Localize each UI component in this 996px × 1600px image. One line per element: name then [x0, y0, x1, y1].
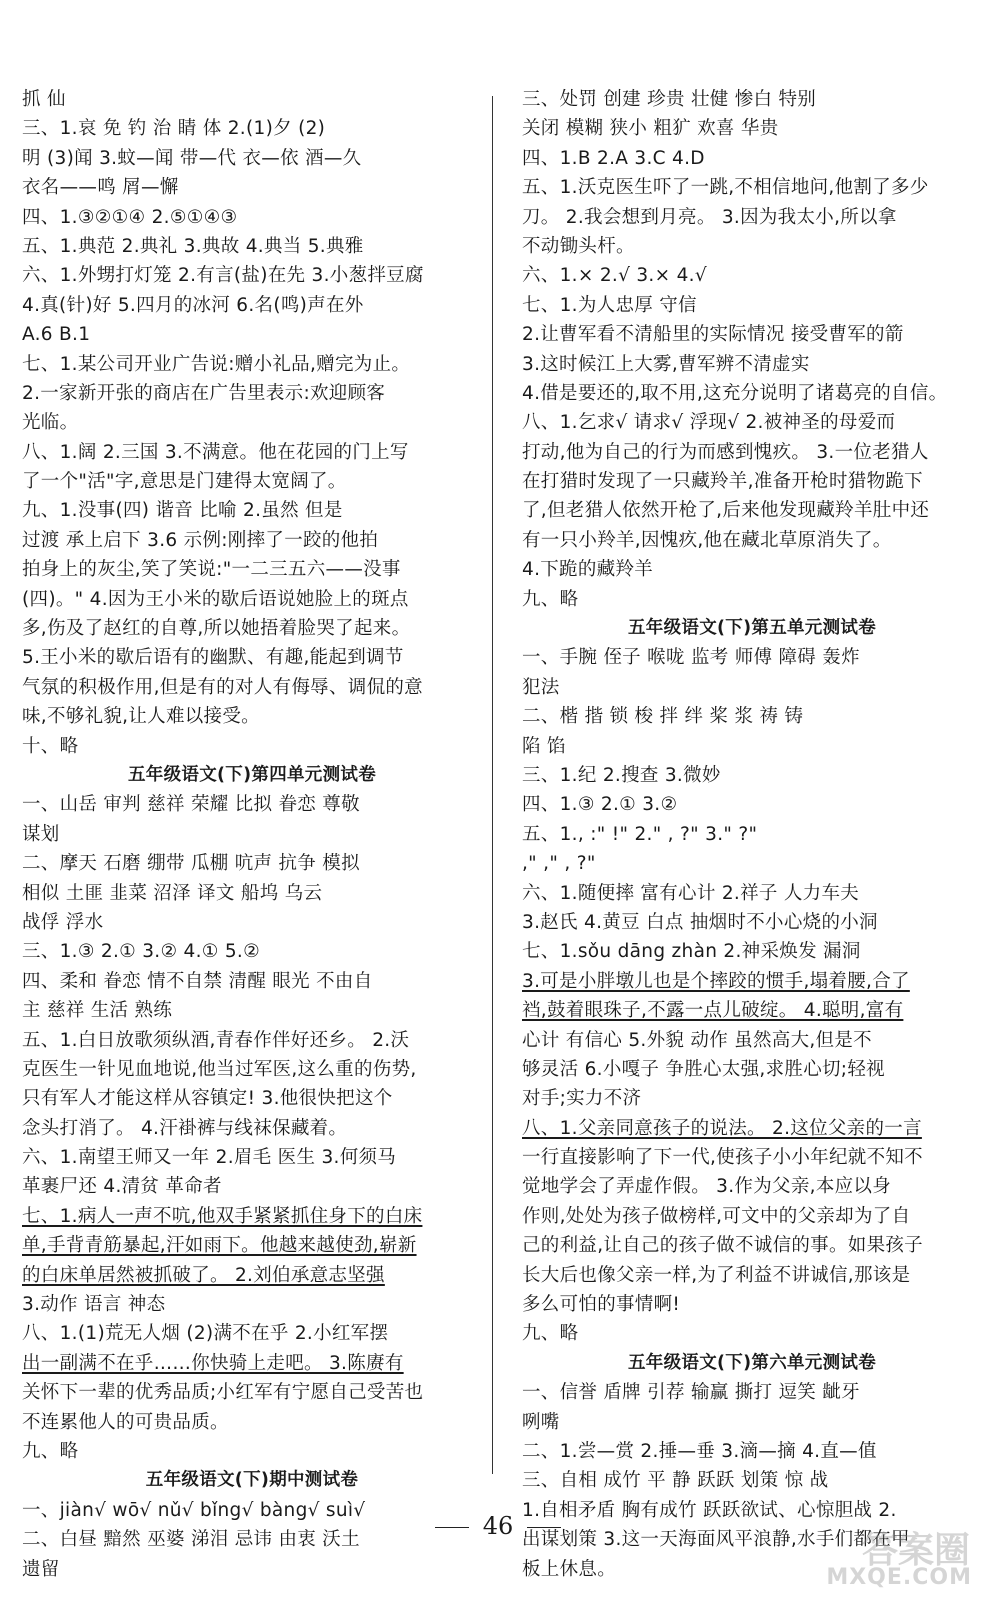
- line-text: 三、1.③ 2.① 3.② 4.① 5.②: [22, 941, 261, 963]
- line-text: 长大后也像父亲一样,为了利益不讲诚信,那该是: [522, 1264, 911, 1286]
- line-text: 3.动作 语言 神态: [22, 1294, 166, 1316]
- line-text: 七、1.病人一声不吭,他双手紧紧抓住身下的白床: [22, 1205, 423, 1227]
- line-text: 八、1.父亲同意孩子的说法。 2.这位父亲的一言: [522, 1117, 922, 1139]
- line-text: 打动,他为自己的行为而感到愧疚。 3.一位老猎人: [522, 441, 929, 463]
- answer-line: [522, 85, 982, 114]
- footer-dash-left: [435, 1527, 469, 1528]
- line-text: 五年级语文(下)第六单元测试卷: [628, 1352, 876, 1373]
- line-text: 刀。 2.我会想到月亮。 3.因为我太小,所以拿: [522, 206, 897, 228]
- answer-line: [22, 996, 482, 1025]
- answer-line: [22, 114, 482, 143]
- answer-line: [522, 1172, 982, 1201]
- answer-line: [522, 1408, 982, 1437]
- line-text: 单,手背青筋暴起,汗如雨下。他越来越使劲,崭新: [22, 1235, 417, 1257]
- answer-line: [522, 1231, 982, 1260]
- answer-line: [522, 1319, 982, 1348]
- line-text: 八、1.(1)荒无人烟 (2)满不在乎 2.小红军摆: [22, 1323, 389, 1345]
- line-text: 战俘 浮水: [22, 911, 104, 933]
- line-text: 八、1.阔 2.三国 3.不满意。他在花园的门上写: [22, 441, 409, 463]
- line-text: 五年级语文(下)第五单元测试卷: [628, 618, 876, 639]
- answer-line: [22, 1408, 482, 1437]
- answer-line: [22, 732, 482, 761]
- line-text: 关闭 模糊 狭小 粗犷 欢喜 华贵: [522, 118, 779, 140]
- section-heading: [522, 1349, 982, 1378]
- line-text: 四、1.③ 2.① 3.②: [522, 794, 678, 816]
- answer-line: [522, 673, 982, 702]
- line-text: 五年级语文(下)期中测试卷: [145, 1470, 359, 1491]
- answer-line: [22, 1261, 482, 1290]
- answer-line: [22, 496, 482, 525]
- section-heading: [22, 1466, 482, 1495]
- answer-line: [22, 467, 482, 496]
- answer-line: [22, 203, 482, 232]
- line-text: 心计 有信心 5.外貌 动作 虽然高大,但是不: [522, 1029, 872, 1051]
- line-text: 七、1.某公司开业广告说:赠小礼品,赠完为止。: [22, 353, 411, 375]
- line-text: 犯法: [522, 676, 560, 698]
- line-text: 在打猎时发现了一只藏羚羊,准备开枪时猎物跪下: [522, 471, 923, 493]
- line-text: 5.王小米的歇后语有的幽默、有趣,能起到调节: [22, 647, 404, 669]
- answer-line: [522, 408, 982, 437]
- line-text: 光临。: [22, 412, 79, 434]
- answer-line: [522, 761, 982, 790]
- answer-line: [522, 173, 982, 202]
- line-text: 不动锄头杆。: [522, 235, 635, 257]
- line-text: 己的利益,让自己的孩子做不诚信的事。如果孩子: [522, 1235, 923, 1257]
- answer-line: [522, 937, 982, 966]
- line-text: 出一副满不在乎……你快骑上走吧。 3.陈赓有: [22, 1352, 404, 1374]
- line-text: 三、1.纪 2.搜查 3.微妙: [522, 764, 721, 786]
- line-text: 觉地学会了弄虚作假。 3.作为父亲,本应以身: [522, 1176, 892, 1198]
- answer-line: [522, 820, 982, 849]
- line-text: 衣名——鸣 屑—懈: [22, 177, 179, 199]
- line-text: 拍身上的灰尘,笑了笑说:"一二三五六——没事: [22, 559, 401, 581]
- line-text: 主 慈祥 生活 熟练: [22, 1000, 173, 1022]
- answer-line: [522, 1378, 982, 1407]
- line-text: 3.可是小胖墩儿也是个摔跤的惯手,塌着腰,合了: [522, 970, 910, 992]
- answer-line: [522, 467, 982, 496]
- answer-line: [522, 879, 982, 908]
- line-text: 1.自相矛盾 胸有成竹 跃跃欲试、心惊胆战 2.: [522, 1499, 897, 1521]
- line-text: 遗留: [22, 1558, 60, 1580]
- line-text: 六、1.南望王师又一年 2.眉毛 医生 3.何须马: [22, 1147, 397, 1169]
- answer-line: [22, 702, 482, 731]
- watermark-logo: [818, 1522, 978, 1590]
- answer-line: [22, 232, 482, 261]
- line-text: 4.借是要还的,取不用,这充分说明了诸葛亮的自信。: [522, 382, 948, 404]
- answer-line: [522, 203, 982, 232]
- line-text: 相似 土匪 韭菜 沼泽 译文 船坞 乌云: [22, 882, 323, 904]
- line-text: 五、1., :" !" 2." , ?" 3." ?": [522, 823, 758, 845]
- line-text: 九、1.没事(四) 谐音 比喻 2.虽然 但是: [22, 500, 343, 522]
- answer-line: [522, 1202, 982, 1231]
- answer-line: [22, 585, 482, 614]
- line-text: 裆,鼓着眼珠子,不露一点儿破绽。 4.聪明,富有: [522, 1000, 904, 1022]
- line-text: 出谋划策 3.这一天海面风平浪静,水手们都在甲: [522, 1529, 910, 1551]
- answer-line: [22, 1290, 482, 1319]
- line-text: 五、1.白日放歌须纵酒,青春作伴好还乡。 2.沃: [22, 1029, 410, 1051]
- answer-line: [522, 1143, 982, 1172]
- right-column: [522, 85, 982, 1584]
- answer-line: [22, 350, 482, 379]
- line-text: 七、1.为人忠厚 守信: [522, 294, 697, 316]
- answer-line: [522, 1290, 982, 1319]
- answer-line: [522, 702, 982, 731]
- line-text: 3.这时候江上大雾,曹军辨不清虚实: [522, 353, 810, 375]
- line-text: 够灵活 6.小嘎子 争胜心太强,求胜心切;轻视: [522, 1058, 885, 1080]
- answer-line: [22, 790, 482, 819]
- line-text: 只有军人才能这样从容镇定! 3.他很快把这个: [22, 1088, 393, 1110]
- line-text: 多,伤及了赵红的自尊,所以她捂着脸哭了起来。: [22, 618, 411, 640]
- answer-line: [522, 1026, 982, 1055]
- answer-line: [522, 1114, 982, 1143]
- line-text: 五、1.沃克医生吓了一跳,不相信地问,他割了多少: [522, 177, 929, 199]
- line-text: 关怀下一辈的优秀品质;小红军有宁愿自己受苦也: [22, 1382, 424, 1404]
- line-text: 过渡 承上启下 3.6 示例:刚摔了一跤的他拍: [22, 529, 379, 551]
- answer-line: [522, 849, 982, 878]
- answer-line: [522, 643, 982, 672]
- answer-line: [22, 967, 482, 996]
- line-text: 气氛的积极作用,但是有的对人有侮辱、调侃的意: [22, 676, 423, 698]
- line-text: 二、楷 揩 锁 梭 拌 绊 桨 浆 祷 铸: [522, 706, 804, 728]
- answer-line: [522, 232, 982, 261]
- line-text: 三、1.哀 免 钓 治 睛 体 2.(1)夕 (2): [22, 118, 326, 140]
- answer-line: [22, 144, 482, 173]
- line-text: 十、略: [22, 735, 79, 757]
- answer-line: [22, 1231, 482, 1260]
- line-text: 二、1.尝—赏 2.捶—垂 3.滴—摘 4.直—值: [522, 1440, 877, 1462]
- answer-line: [22, 379, 482, 408]
- line-text: A.6 B.1: [22, 324, 91, 346]
- line-text: 3.赵氏 4.黄豆 白点 抽烟时不小心烧的小洞: [522, 911, 878, 933]
- line-text: 4.真(针)好 5.四月的冰河 6.名(鸣)声在外: [22, 294, 364, 316]
- answer-line: [22, 1143, 482, 1172]
- answer-line: [522, 1055, 982, 1084]
- line-text: 念头打消了。 4.汗褂裤与线袜保藏着。: [22, 1117, 348, 1139]
- line-text: 二、摩天 石磨 绷带 瓜棚 吭声 抗争 模拟: [22, 853, 360, 875]
- left-column: [22, 85, 482, 1584]
- line-text: 作则,处处为孩子做榜样,可文中的父亲却为了自: [522, 1205, 911, 1227]
- answer-line: [522, 996, 982, 1025]
- watermark-text-url: MXQE.COM: [826, 1565, 972, 1590]
- answer-line: [22, 261, 482, 290]
- answer-line: [522, 379, 982, 408]
- answer-line: [22, 173, 482, 202]
- answer-line: [22, 673, 482, 702]
- answer-line: [522, 144, 982, 173]
- answer-line: [522, 1437, 982, 1466]
- line-text: 咧嘴: [522, 1411, 560, 1433]
- answer-line: [22, 1114, 482, 1143]
- line-text: 一、jiàn√ wō√ nǔ√ bǐng√ bàng√ suì√: [22, 1499, 366, 1521]
- line-text: 板上休息。: [522, 1558, 617, 1580]
- line-text: 一、山岳 审判 慈祥 荣耀 比拟 眷恋 尊敬: [22, 794, 360, 816]
- line-text: 抓 仙: [22, 89, 66, 110]
- line-text: 的白床单居然被抓破了。 2.刘伯承意志坚强: [22, 1264, 385, 1286]
- section-heading: [22, 761, 482, 790]
- line-text: 六、1.随便摔 富有心计 2.祥子 人力车夫: [522, 882, 860, 904]
- column-divider: [492, 96, 493, 1474]
- line-text: 4.下跪的藏羚羊: [522, 559, 654, 581]
- line-text: 四、1.③②①④ 2.⑤①④③: [22, 206, 238, 228]
- line-text: 二、白昼 黯然 巫婆 涕泪 忌讳 由衷 沃土: [22, 1529, 360, 1551]
- answer-line: [22, 291, 482, 320]
- line-text: 七、1.sǒu dāng zhàn 2.神采焕发 漏洞: [522, 941, 861, 963]
- answer-line: [22, 85, 482, 114]
- answer-line: [22, 849, 482, 878]
- answer-line: [522, 1466, 982, 1495]
- line-text: 三、自相 成竹 平 静 跃跃 划策 惊 战: [522, 1470, 829, 1492]
- answer-line: [522, 526, 982, 555]
- line-text: ," ," , ?": [522, 853, 596, 875]
- line-text: 三、处罚 创建 珍贵 壮健 惨白 特别: [522, 89, 817, 110]
- answer-line: [522, 438, 982, 467]
- line-text: 一、手腕 侄子 喉咙 监考 师傅 障碍 轰炸: [522, 647, 860, 669]
- line-text: 九、略: [522, 588, 579, 610]
- answer-line: [22, 614, 482, 643]
- answer-line: [522, 261, 982, 290]
- answer-line: [522, 967, 982, 996]
- line-text: 一、信誉 盾牌 引荐 输赢 撕打 逗笑 龇牙: [522, 1382, 860, 1404]
- line-text: 不连累他人的可贵品质。: [22, 1411, 229, 1433]
- line-text: 对手;实力不济: [522, 1088, 642, 1110]
- answer-line: [522, 496, 982, 525]
- answer-line: [522, 320, 982, 349]
- answer-line: [22, 1084, 482, 1113]
- line-text: 革裹尸还 4.清贫 革命者: [22, 1176, 222, 1198]
- answer-line: [22, 526, 482, 555]
- answer-line: [22, 320, 482, 349]
- answer-line: [22, 1026, 482, 1055]
- answer-line: [22, 1555, 482, 1584]
- line-text: 谋划: [22, 823, 60, 845]
- line-text: 多么可怕的事情啊!: [522, 1294, 681, 1316]
- line-text: 九、略: [522, 1323, 579, 1345]
- answer-line: [22, 1319, 482, 1348]
- line-text: 五、1.典范 2.典礼 3.典故 4.典当 5.典雅: [22, 235, 364, 257]
- line-text: 明 (3)闻 3.蚊—闻 带—代 衣—依 酒—久: [22, 147, 362, 169]
- answer-line: [522, 790, 982, 819]
- line-text: 六、1.× 2.√ 3.× 4.√: [522, 265, 707, 287]
- line-text: 味,不够礼貌,让人难以接受。: [22, 706, 260, 728]
- answer-line: [522, 291, 982, 320]
- line-text: 2.让曹军看不清船里的实际情况 接受曹军的箭: [522, 324, 904, 346]
- answer-line: [522, 585, 982, 614]
- answer-line: [22, 643, 482, 672]
- answer-line: [22, 1349, 482, 1378]
- answer-line: [22, 408, 482, 437]
- answer-line: [22, 937, 482, 966]
- section-heading: [522, 614, 982, 643]
- answer-line: [22, 820, 482, 849]
- answer-line: [22, 555, 482, 584]
- answer-line: [22, 879, 482, 908]
- line-text: 2.一家新开张的商店在广告里表示:欢迎顾客: [22, 382, 386, 404]
- line-text: 克医生一针见血地说,他当过军医,这么重的伤势,: [22, 1058, 417, 1080]
- answer-line: [22, 1172, 482, 1201]
- line-text: 八、1.乞求√ 请求√ 浮现√ 2.被神圣的母爱而: [522, 412, 896, 434]
- watermark-text-cn: 答案圈: [861, 1530, 970, 1571]
- line-text: 五年级语文(下)第四单元测试卷: [128, 764, 376, 785]
- line-text: (四)。" 4.因为王小米的歇后语说她脸上的斑点: [22, 588, 409, 610]
- answer-line: [22, 438, 482, 467]
- answer-line: [22, 1202, 482, 1231]
- line-text: 陷 馅: [522, 735, 566, 757]
- line-text: 了,但老猎人依然开枪了,后来他发现藏羚羊肚中还: [522, 500, 930, 522]
- line-text: 一行直接影响了下一代,使孩子小小年纪就不知不: [522, 1147, 923, 1169]
- line-text: 有一只小羚羊,因愧疚,他在藏北草原消失了。: [522, 529, 892, 551]
- answer-line: [22, 908, 482, 937]
- line-text: 四、1.B 2.A 3.C 4.D: [522, 147, 705, 169]
- line-text: 四、柔和 眷恋 情不自禁 清醒 眼光 不由自: [22, 970, 373, 992]
- footer-dash-right: [527, 1527, 561, 1528]
- answer-line: [522, 350, 982, 379]
- answer-line: [522, 114, 982, 143]
- line-text: 六、1.外甥打灯笼 2.有言(盐)在先 3.小葱拌豆腐: [22, 265, 424, 287]
- answer-line: [522, 908, 982, 937]
- answer-line: [522, 555, 982, 584]
- line-text: 了一个"活"字,意思是门建得太宽阔了。: [22, 471, 347, 493]
- answer-line: [522, 732, 982, 761]
- answer-line: [22, 1437, 482, 1466]
- page-number: 46: [482, 1512, 514, 1540]
- line-text: 九、略: [22, 1440, 79, 1462]
- answer-line: [522, 1261, 982, 1290]
- answer-line: [522, 1084, 982, 1113]
- answer-line: [22, 1055, 482, 1084]
- answer-line: [22, 1378, 482, 1407]
